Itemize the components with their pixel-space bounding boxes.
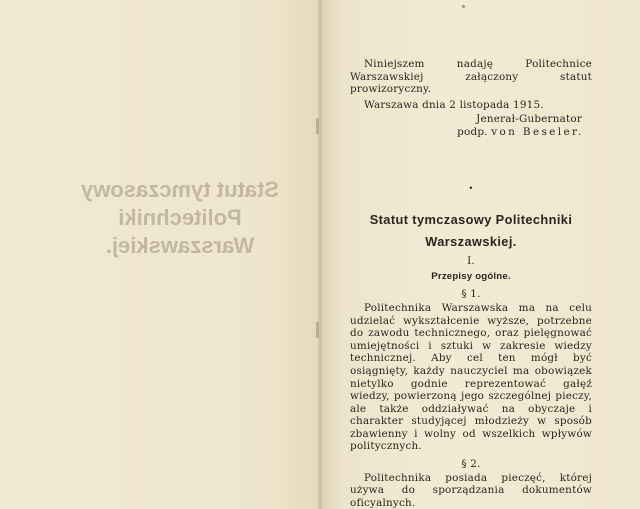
gutter-mark [316,322,319,338]
page-speck [462,5,465,8]
gutter-mark [316,118,319,134]
signature-name: von Beseler. [491,125,584,138]
right-page-content [350,58,592,509]
separator-dot: • [468,183,474,193]
date-line: Warszawa dnia 2 listopada 1915. [364,98,544,111]
chapter-numeral: I. [467,255,475,268]
signature-prefix: podp. [457,125,488,138]
bleed-line-2: Politechniki Warszawskiej. [105,205,255,258]
bleed-line-1: Statut tymczasowy [80,177,280,202]
signature-title: Jenerał-Gubernator [476,113,582,126]
section-1-text: Politechnika Warszawska ma na celu udzielać wykształcenie wyższe, potrzebne do zawodu technicznego, oraz pielęgnować umiejętności i sztuki w zakresie wiedzy technicznej. Aby cel ten mógł być osiągnięty, każdy nauczyciel ma obowiązek nietylko godnie reprezentować gałęź wiedzy, powierzoną jego szczególnej pieczy, ale także oddziaływać na obyczaje i charakter studyjącej młodzieży w sposób zbawienny i wolny od wszelkich wpływów politycznych. [350,301,592,453]
section-1-mark: § 1. [461,288,481,301]
section-2-text: Politechnika posiada pieczęć, której używa do sporządzania dokumentów oficyalnych. [350,471,592,509]
chapter-title: Przepisy ogólne. [431,270,511,282]
statute-title: Statut tymczasowy Politechniki Warszawskiej. [369,212,573,250]
section-2-mark: § 2. [461,458,481,471]
intro-text: Niniejszem nadaję Politechnice Warszawskiej załączony statut prowizoryczny. [350,58,592,96]
bleed-through-text [60,176,300,260]
signature-line [350,126,592,139]
